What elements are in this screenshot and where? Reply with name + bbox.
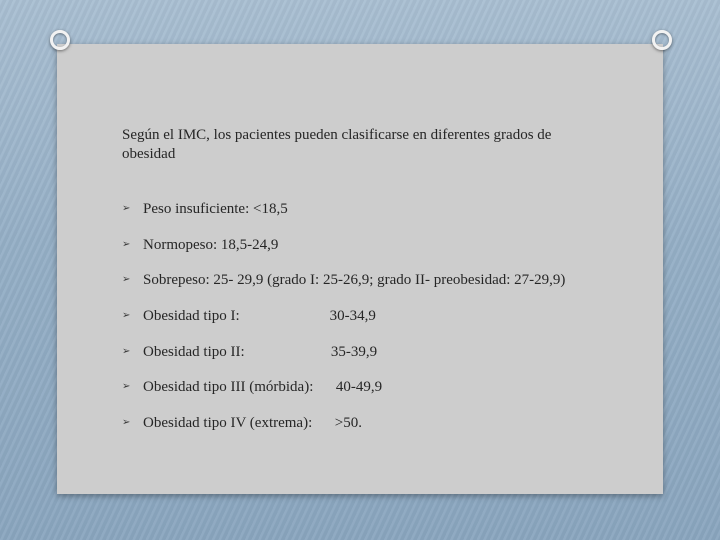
arrow-bullet-icon: ➢ <box>122 345 131 357</box>
list-item-text: Normopeso: 18,5-24,9 <box>143 236 279 253</box>
list-item <box>122 235 565 271</box>
pin-ring-icon <box>650 28 672 50</box>
pin-ring-icon <box>48 28 70 50</box>
list-item <box>122 413 565 449</box>
list-item-text: Peso insuficiente: <18,5 <box>143 201 288 217</box>
arrow-bullet-icon: ➢ <box>122 381 131 393</box>
arrow-bullet-icon: ➢ <box>122 274 131 286</box>
list-item <box>122 342 565 378</box>
list-item <box>122 199 565 235</box>
list-item <box>122 270 565 306</box>
list-item <box>122 377 565 413</box>
list-item-text: Sobrepeso: 25- 29,9 (grado I: 25-26,9; grado II- preobesidad: 27-29,9) <box>143 272 566 289</box>
arrow-bullet-icon: ➢ <box>122 203 131 214</box>
list-item-text: Obesidad tipo III (mórbida): 40-49,9 <box>143 379 383 396</box>
arrow-bullet-icon: ➢ <box>122 238 131 250</box>
arrow-bullet-icon: ➢ <box>122 417 131 429</box>
arrow-bullet-icon: ➢ <box>122 310 131 322</box>
list-item <box>122 306 565 342</box>
list-item-text: Obesidad tipo I: 30-34,9 <box>143 308 376 325</box>
list-item-text: Obesidad tipo II: 35-39,9 <box>143 343 378 360</box>
list-item-text: Obesidad tipo IV (extrema): >50. <box>143 415 362 432</box>
bmi-classification-list <box>122 199 565 449</box>
intro-text: Según el IMC, los pacientes pueden clasificarse en diferentes grados de obesidad <box>122 127 552 162</box>
